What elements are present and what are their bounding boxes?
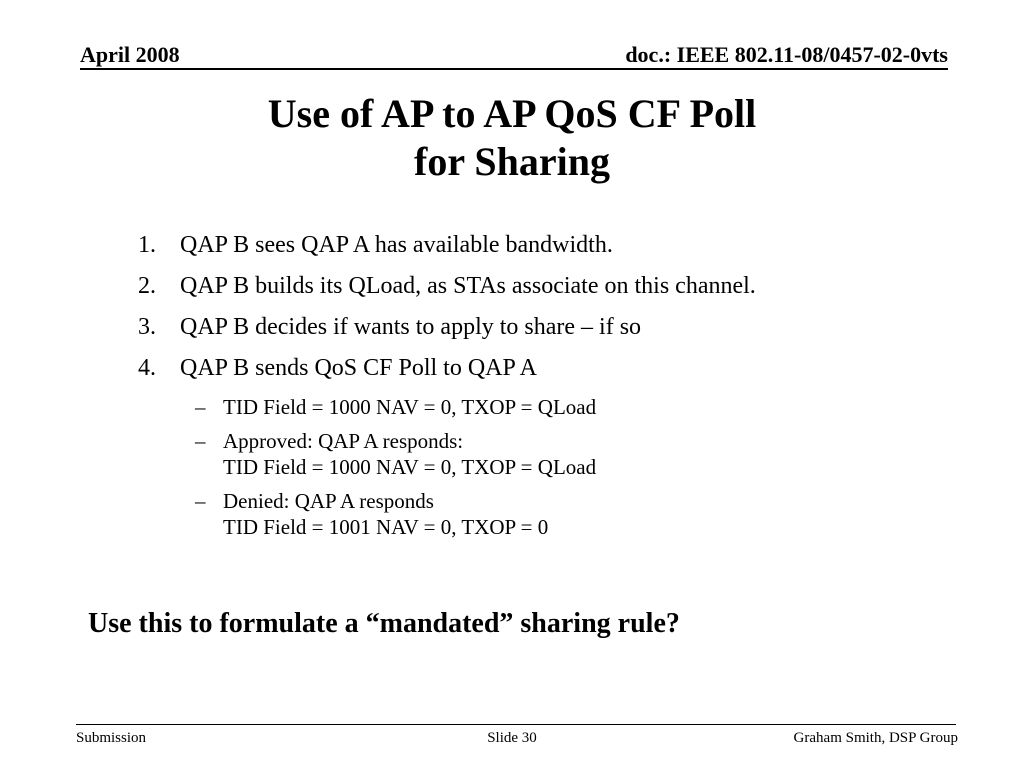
header-divider: [80, 68, 948, 70]
closing-question: Use this to formulate a “mandated” sharing rule?: [88, 608, 680, 639]
slide-title-line-1: Use of AP to AP QoS CF Poll: [267, 91, 757, 136]
list-item-number: 1.: [138, 232, 156, 258]
list-item-text: QAP B sees QAP A has available bandwidth.: [180, 232, 613, 258]
list-item: [138, 353, 958, 383]
slide-title-line-2: for Sharing: [414, 139, 610, 184]
sub-list-item: [195, 488, 958, 540]
sub-list-item: [195, 428, 958, 480]
sub-list-dash: –: [195, 395, 206, 419]
sub-list-text-line-1: TID Field = 1000 NAV = 0, TXOP = QLoad: [223, 395, 597, 419]
list-item-number: 4.: [138, 355, 156, 381]
slide-title: [0, 90, 1024, 186]
slide-body: [138, 230, 958, 548]
list-item: [138, 312, 958, 342]
sub-list-text-line-2: TID Field = 1000 NAV = 0, TXOP = QLoad: [223, 455, 597, 479]
header-date: April 2008: [80, 42, 180, 67]
sub-list-dash: –: [195, 429, 206, 453]
list-item-number: 2.: [138, 273, 156, 299]
sub-list-dash: –: [195, 489, 206, 513]
header-doc-id: doc.: IEEE 802.11-08/0457-02-0vts: [625, 42, 948, 67]
sub-list-text-line-1: Denied: QAP A responds: [223, 489, 434, 513]
footer-author: Graham Smith, DSP Group: [793, 730, 958, 746]
list-item-text: QAP B decides if wants to apply to share – if so: [180, 314, 642, 340]
footer-divider: [76, 724, 956, 725]
footer-slide-number: Slide 30: [487, 730, 537, 746]
sub-list-text-line-2: TID Field = 1001 NAV = 0, TXOP = 0: [223, 515, 549, 539]
list-item-text: QAP B sends QoS CF Poll to QAP A: [180, 355, 537, 381]
list-item: [138, 230, 958, 260]
footer-submission: Submission: [76, 730, 147, 746]
list-item: [138, 271, 958, 301]
sub-list-item: [195, 394, 958, 420]
list-item-text: QAP B builds its QLoad, as STAs associate on this channel.: [180, 273, 756, 299]
sub-list-text-line-1: Approved: QAP A responds:: [223, 429, 464, 453]
list-item-number: 3.: [138, 314, 156, 340]
